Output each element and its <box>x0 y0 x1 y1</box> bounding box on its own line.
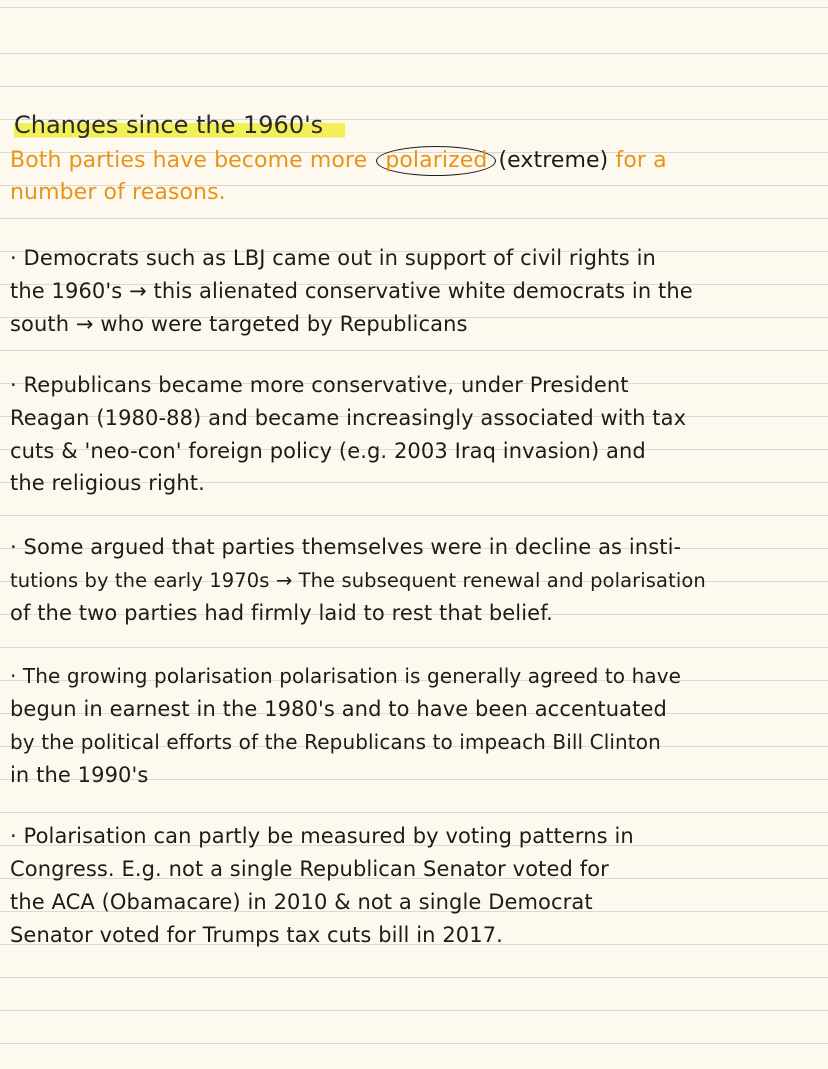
note-5-line-1: · Polarisation can partly be measured by voting patterns in <box>10 824 634 848</box>
note-1-line-2: the 1960's → this alienated conservative white democrats in the <box>10 279 693 303</box>
note-2-line-1: · Republicans became more conservative, under President <box>10 373 629 397</box>
note-4-line-4: in the 1990's <box>10 763 149 787</box>
intro-text: Both parties have become more <box>10 148 368 173</box>
note-3-line-2: tutions by the early 1970s → The subsequent renewal and polarisation <box>10 569 706 592</box>
note-5-line-2: Congress. E.g. not a single Republican Senator voted for <box>10 857 609 881</box>
intro-line-1 <box>10 144 667 177</box>
intro-line-2: number of reasons. <box>10 180 226 205</box>
note-4-line-1: · The growing polarisation polarisation is generally agreed to have <box>10 664 682 688</box>
circled-word: polarized <box>376 146 496 176</box>
note-5-line-4: Senator voted for Trumps tax cuts bill in 2017. <box>10 923 503 947</box>
bracket-note: (extreme) <box>498 148 609 173</box>
note-5-line-3: the ACA (Obamacare) in 2010 & not a single Democrat <box>10 890 593 914</box>
note-2-line-4: the religious right. <box>10 471 205 495</box>
note-4-line-3: by the political efforts of the Republicans to impeach Bill Clinton <box>10 730 661 754</box>
note-2-line-2: Reagan (1980-88) and became increasingly associated with tax <box>10 406 687 430</box>
note-1-line-1: · Democrats such as LBJ came out in support of civil rights in <box>10 246 656 270</box>
note-3-line-1: · Some argued that parties themselves were in decline as insti- <box>10 535 682 559</box>
note-4-line-2: begun in earnest in the 1980's and to have been accentuated <box>10 697 667 721</box>
note-1-line-3: south → who were targeted by Republicans <box>10 312 468 336</box>
note-3-line-3: of the two parties had firmly laid to rest that belief. <box>10 601 553 625</box>
intro-text-end: for a <box>615 148 667 173</box>
page-heading: Changes since the 1960's <box>14 107 345 143</box>
note-2-line-3: cuts & 'neo-con' foreign policy (e.g. 2003 Iraq invasion) and <box>10 439 646 463</box>
